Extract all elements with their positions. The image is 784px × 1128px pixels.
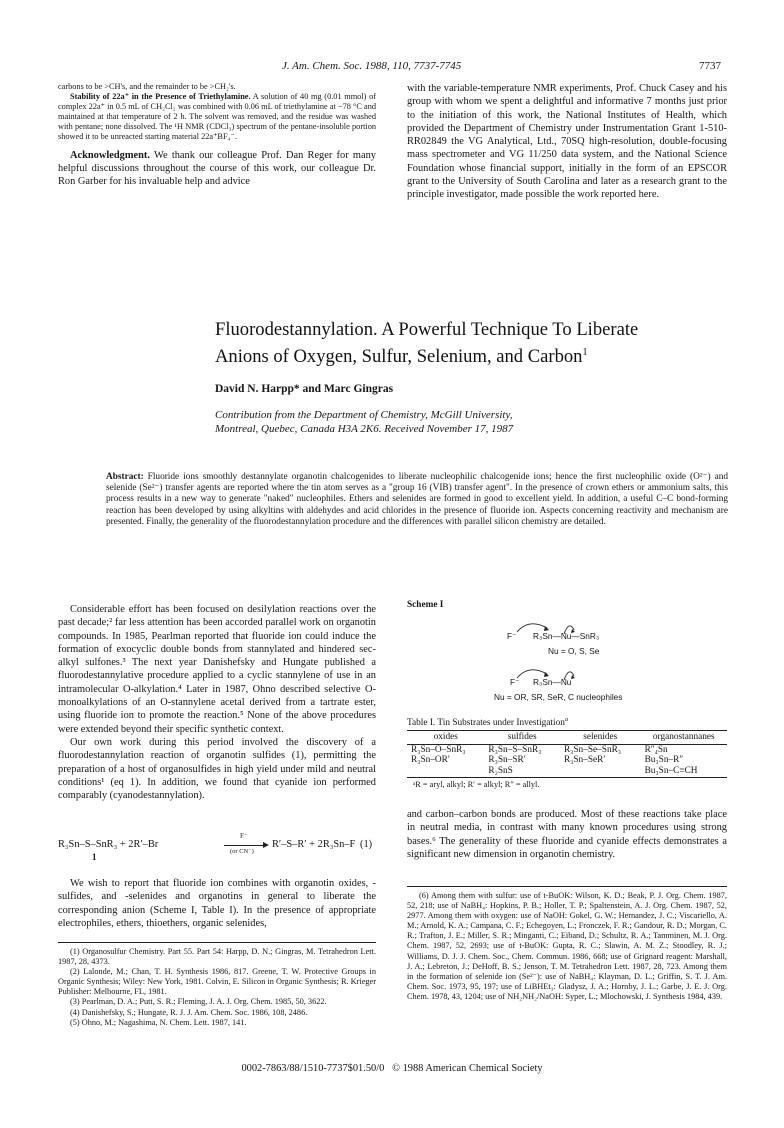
body-left-column — [58, 603, 376, 802]
scheme-row1-fluoride: F⁻ — [507, 631, 517, 641]
affiliation-line-1: Contribution from the Department of Chemistry, McGill University, — [215, 409, 513, 421]
journal-citation: J. Am. Chem. Soc. 1988, 110, 7737-7745 — [282, 60, 462, 72]
equation-compound-label: 1 — [92, 852, 97, 862]
stability-heading: Stability of 22a⁺ in the Presence of Triethylamine. — [70, 92, 251, 102]
table-header-cell: organostannanes — [652, 732, 715, 743]
authors: David N. Harpp* and Marc Gingras — [215, 383, 394, 395]
intro-paragraph-2: Our own work during this period involved the discovery of a fluorodestannylation reaction of organotin sulfides (1), permitting the preparation of a host of organosulfides in high yield under mild and neutral conditions¹ (eq 1). In addition, we found that cyanide ion performed comparably (cyanodestannylation). — [58, 736, 376, 802]
equation-right: R′–S–R′ + 2R₃Sn–F — [272, 839, 356, 850]
table-cell — [560, 766, 641, 777]
footnote-item: (3) Pearlman, D. A.; Putt, S. R.; Fleming, J. A. J. Org. Chem. 1985, 50, 3622. — [70, 997, 327, 1007]
abstract-label: Abstract: — [106, 472, 144, 482]
arrow-head — [263, 842, 269, 848]
abstract-text: Fluoride ions smoothly destannylate organotin chalcogenides to liberate nucleophilic chalcogenide ions; hence the first nucleophilic oxide (O²⁻) and selenide (Se²⁻) transfer agents are reported where the tin atom serves as a "group 16 (VIB) transfer agent". In the presence of crown ethers or ammonium salts, this process results in a new way to generate "naked" nucleophiles. Ethers and selenides are formed in good to excellent yield. In addition, a useful C–C bond-forming reaction has been developed by using alkyltins with aldehydes and acid chlorides in the presence of fluoride ion. Aspects concerning reactivity and mechanism are presented. Finally, the generality of the fluorodestannylation procedure and the differences with parallel silicon chemistry are detailed. — [106, 472, 728, 527]
affiliation-line-2: Montreal, Quebec, Canada H3A 2K6. Received November 17, 1987 — [215, 423, 514, 435]
footnote-item: (4) Danishefsky, S.; Hungate, R. J. J. Am. Chem. Soc. 1986, 108, 2486. — [70, 1007, 308, 1017]
prev-article-left — [58, 82, 376, 188]
table-caption-text: Table I. Tin Substrates under Investigation — [407, 718, 565, 729]
curved-arrow-2b-head — [571, 675, 575, 679]
affiliation — [215, 408, 635, 436]
equation-1 — [58, 833, 376, 867]
right-paragraph: and carbon–carbon bonds are produced. Most of these reactions take place in neutral media, in contrast with many known procedures using strong bases.⁶ The generality of these fluoride and cyanide effects demonstrates a significant new dimension in organotin chemistry. — [407, 809, 727, 860]
table-caption — [407, 716, 727, 728]
scheme-row1-caption: Nu = O, S, Se — [548, 646, 600, 656]
table-header-cell: sulfides — [507, 732, 537, 743]
table-cell: R₃Sn–Se–SnR₃ — [563, 744, 622, 755]
acknowledgment-text: We thank our colleague Prof. Dan Reger for many helpful discussions throughout the course of this work, our colleague Dr. Ron Garber for his invaluable help and advice — [58, 149, 376, 188]
table-cell — [407, 766, 484, 777]
scheme-row2-caption: Nu = OR, SR, SeR, C nucleophiles — [494, 692, 623, 702]
table-cell: Bu₃Sn–C≡CH — [644, 765, 698, 776]
prev-article-right-text: with the variable-temperature NMR experiments, Prof. Chuck Casey and his group with whom we spent a delightful and informative 7 months just prior to the initiation of this work, the National Institutes of Health, which provided the Department of Chemistry under Instrumentation Grant 1-510-RR02849 the VG Analytical, Ltd., 70SQ high-resolution, double-focusing mass spectrometer and VG 11/250 data system, and the National Science Foundation whose financial support, initially in the form of an EPSCOR grant to the University of South Carolina and later as a research grant to the principle investigator, made possible the work reported here. — [407, 83, 727, 201]
equation-left: R₃Sn–S–SnR₃ + 2R′–Br — [58, 839, 159, 850]
equation-number: (1) — [360, 839, 373, 850]
body-right-column — [407, 808, 727, 861]
footnotes-left — [58, 947, 376, 1028]
scheme-row1-formula: R₃Sn—Nu—SnR₃ — [533, 631, 600, 641]
arrow-bottom-label: (or CN⁻) — [230, 848, 254, 855]
footnote-item: (5) Ohno, M.; Nagashima, N. Chem. Lett. 1987, 141. — [70, 1017, 247, 1027]
article-title — [215, 319, 755, 368]
table-cell: R₃Sn–SeR′ — [563, 755, 606, 766]
page-number: 7737 — [699, 60, 721, 72]
scheme-1 — [407, 600, 727, 712]
table-row — [407, 766, 727, 777]
title-line-1: Fluorodestannylation. A Powerful Technique To Liberate — [215, 319, 639, 340]
footnote-rule-right — [407, 886, 727, 887]
scheme-row2-fluoride: F⁻ — [510, 677, 520, 687]
table-rule-top — [407, 730, 727, 731]
body-left-column-cont — [58, 877, 376, 930]
prev-article-right — [407, 82, 727, 202]
table-cell: R₂SnS — [488, 765, 513, 776]
acknowledgment-paragraph — [58, 149, 376, 189]
footnote-right — [407, 891, 727, 1002]
table-row — [407, 755, 727, 766]
page-footer: 0002-7863/88/1510-7737$01.50/0 © 1988 American Chemical Society — [241, 1063, 543, 1074]
table-row — [407, 745, 727, 756]
title-line-2 — [215, 342, 755, 369]
intro-paragraph-1: Considerable effort has been focused on desilylation reactions over the past decade;² far less attention has been accorded parallel work on organotin compounds. In 1985, Pearlman reported that fluoride ion could induce the formation of exocyclic double bonds from stannylated and hindered sec-alkyl sulfones.³ The next year Danishefsky and Hungate published a fluorodestannylative procedure applied to a cyclic stannylene of use in an intramolecular O-alkylation.⁴ Later in 1987, Ohno described selective O-monoalkylations of an O-stannylene acetal derived from a tartrate ester, using fluoride ion to promote the reaction.⁵ None of the above procedures were extended beyond their specific synthetic context. — [58, 604, 376, 735]
acknowledgment-heading: Acknowledgment. — [70, 149, 150, 161]
table-cell: R₃Sn–O–SnR₃ — [411, 744, 466, 755]
scheme-row2-formula: R₃Sn—Nu — [533, 677, 572, 687]
arrow-line — [224, 845, 264, 846]
intro-paragraph-3: We wish to report that fluoride ion combines with organotin oxides, -sulfides, and -selenides and organotins in general to liberate the corresponding anion (Scheme I, Table I). In the presence of appropriate electrophiles, ethers, thioethers, organic selenides, — [58, 878, 376, 929]
table-cell: Bu₃Sn–R″ — [644, 755, 684, 766]
table-cell: R₃Sn–S–SnR₃ — [488, 744, 542, 755]
title-footnote-mark: 1 — [582, 346, 588, 358]
tin-substrates-table — [407, 731, 727, 776]
stability-paragraph — [58, 92, 376, 142]
stability-text: A solution of 40 mg (0.01 mmol) of complex 22a⁺ in 0.5 mL of CH₂Cl₂ was combined with 0.06 mL of triethylamine at −78 °C and maintained at that temperature of 2 h. The solvent was removed, and the residue was washed with pentane; none dissolved. The ¹H NMR (CDCl₃) spectrum of the pentane-insoluble portion showed it to be unreacted starting material 22a⁺BF₄⁻. — [58, 92, 376, 142]
arrow-top-label: F⁻ — [240, 832, 248, 840]
title-line-2-text: Anions of Oxygen, Sulfur, Selenium, and Carbon — [215, 345, 583, 367]
table-1 — [407, 716, 727, 789]
table-header-cell: oxides — [433, 732, 458, 743]
table-header-row — [407, 731, 727, 744]
table-rule-bottom — [407, 777, 727, 778]
table-cell: R₃Sn–OR′ — [411, 755, 450, 766]
reaction-arrow — [224, 833, 270, 863]
footnote-item: (1) Organosulfur Chemistry. Part 55. Part 54: Harpp, D. N.; Gingras, M. Tetrahedron Lett. 1987, 28, 4373. — [58, 947, 376, 967]
scheme-label: Scheme I — [407, 600, 444, 610]
footnote-item: (6) Among them with sulfur: use of t-BuOK: Wilson, K. D.; Beak, P. J. Org. Chem. 1987, 52, 218; use of NaBH₄: Hopkins, P. B.; Holler, T. P.; Spaltenstein, A. J. Org. Chem. 1987, 52, 2977. Among them with oxygen: use of NaOH: Gokel, G. W.; Hernandez, J. C.; Viscariello, A. M.; Arnold, K. A.; Campana, C. F.; Echegoyen, L.; Fronczek, F. R.; Gandour, R. D.; Morgan, C. R.; Trafton, J. E.; Miller, S. R.; Minganti, C.; Eiband, D.; Schultz, R. A.; Tamminen, M. J. Org. Chem. 1987, 52, 2693; use of t-BuOK: Gupta, R. C.; Slawin, A. M. Z.; Stoodley, R. J.; Williams, D. J. J. Chem. Soc., Chem. Commun. 1986, 668; use of Grignard reagent: Marshall, J. A.; Lebreton, J.; DeHoff, B. S.; Jenson, T. M. Tetrahedron Lett. 1987, 28, 723. Among them in the formation of selenide ion (Se²⁻): use of NaBH₄: Klayman, D. L.; Griffin, S. T. J. Am. Chem. Soc. 1973, 95, 197; use of LiBHEt₃: Gladysz, J. A.; Hornby, J. L.; Garbe, J. E. J. Org. Chem. 1978, 43, 1204; use of NH₂NH₂/NaOH: Syper, L.; Mlochowski, J. Synthesis 1984, 439. — [407, 891, 727, 1001]
table-caption-mark: a — [564, 716, 569, 723]
footnote-item: (2) Lalonde, M.; Chan, T. H. Synthesis 1986, 817. Greene, T. W. Protective Groups in Organic Synthesis; Wiley: New York, 1981. Colvin, E. Silicon in Organic Synthesis; R. Krieger Publisher: Melbourne, FL, 1981. — [58, 967, 376, 997]
prev-article-line: carbons to be >CH's, and the remainder to be >CH₂'s. — [58, 82, 236, 91]
table-cell: R₃Sn–SR′ — [488, 755, 526, 766]
table-footnote: ᵃR = aryl, alkyl; R′ = alkyl; R″ = allyl. — [413, 780, 540, 790]
table-header-cell: selenides — [583, 732, 618, 743]
abstract — [106, 472, 728, 528]
table-cell: R″₄Sn — [644, 744, 668, 755]
footnote-rule-left — [58, 942, 376, 943]
